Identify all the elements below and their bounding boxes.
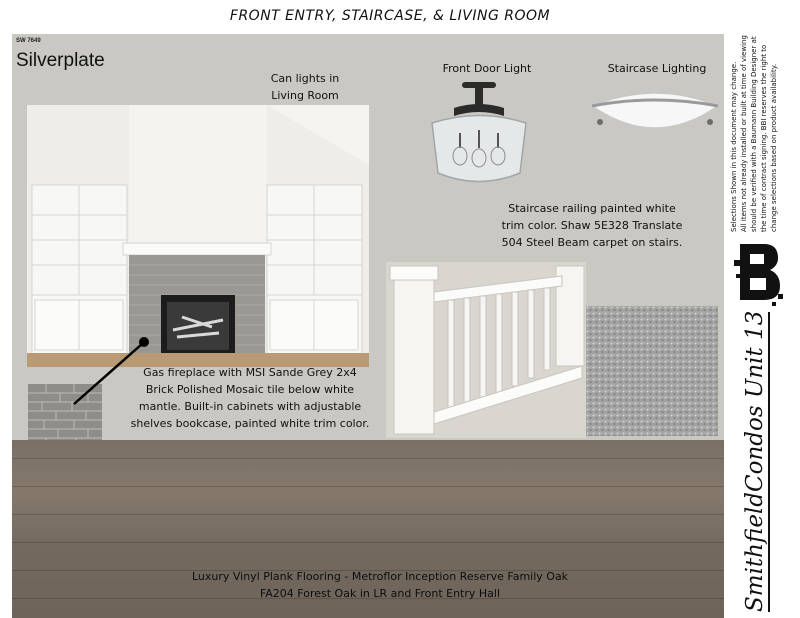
flooring-note: Luxury Vinyl Plank Flooring - Metroflor Inception Reserve Family Oak FA204 Forest Oak in LR and Front Entry Hall (191, 570, 569, 600)
paint-name: Silverplate (16, 50, 105, 71)
staircase-note: Staircase railing painted white trim color. Shaw 5E328 Translate 504 Steel Beam carpet on stairs. (501, 202, 683, 249)
staircase-light-image (590, 86, 720, 146)
page-title: FRONT ENTRY, STAIRCASE, & LIVING ROOM (229, 8, 551, 24)
staircase-railing-photo (386, 262, 586, 438)
front-door-light-image (424, 78, 534, 188)
disclaimer-text: Selections Shown in this document may change. All items not already installed or built at time of viewing should be verified with a Baumann Building Designer at the time of contract signing. BBI reserves the right to change selections based on product availability. (730, 35, 778, 232)
staircase-lighting-label: Staircase Lighting (607, 62, 707, 75)
fireplace-note: Gas fireplace with MSI Sande Grey 2x4 Brick Polished Mosaic tile below white mantle. Built-in cabinets with adjustable shelves bookcase, painted white trim color. (130, 366, 370, 430)
front-door-light-label: Front Door Light (442, 62, 532, 75)
bbi-logo (734, 240, 784, 306)
living-room-photo (27, 105, 369, 367)
carpet-swatch (586, 306, 718, 436)
paint-code: SW 7649 (16, 38, 41, 44)
can-lights-label: Can lights in Living Room (270, 72, 340, 102)
project-name: SmithfieldCondos Unit 13 (742, 310, 768, 612)
